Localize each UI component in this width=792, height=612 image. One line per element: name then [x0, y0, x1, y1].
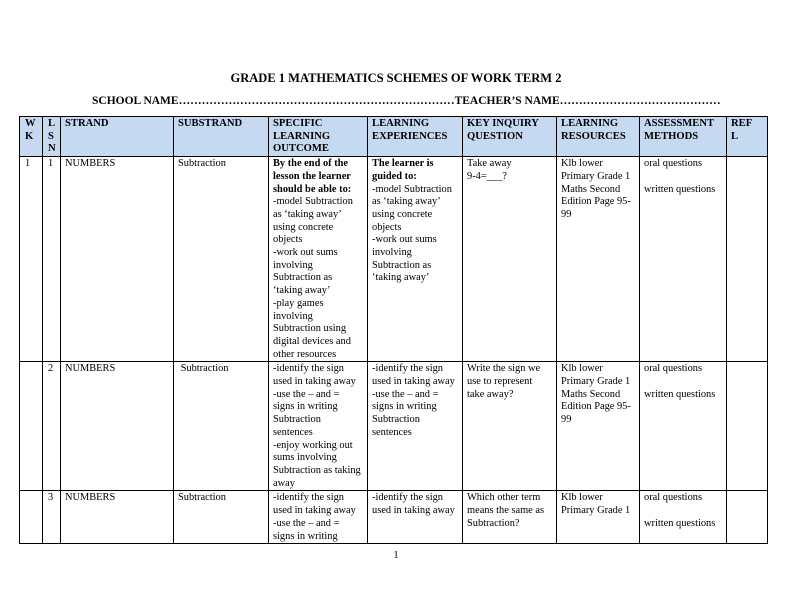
header-substrand: SUBSTRAND: [174, 117, 269, 157]
cell-lesson: 2: [43, 362, 61, 491]
cell-strand: NUMBERS: [61, 157, 174, 362]
cell-learning-outcome: -identify the sign used in taking away -use the – and = signs in writing: [269, 491, 368, 544]
cell-week: 1: [20, 157, 43, 362]
school-teacher-line: SCHOOL NAME………………………………………………………………TEACHER’S NAME……………………………………: [92, 95, 721, 107]
cell-reflection: [727, 491, 768, 544]
cell-learning-experiences: -identify the sign used in taking away -use the – and = signs in writing Subtraction sentences: [368, 362, 463, 491]
cell-strand: NUMBERS: [61, 491, 174, 544]
table-row: [20, 157, 768, 362]
cell-key-inquiry: Which other term means the same as Subtraction?: [463, 491, 557, 544]
cell-learning-outcome: -identify the sign used in taking away -use the – and = signs in writing Subtraction sentences -enjoy working out sums involving Subtraction as taking away: [269, 362, 368, 491]
cell-key-inquiry: Write the sign we use to represent take away?: [463, 362, 557, 491]
experiences-lead: The learner is guided to:: [372, 158, 434, 182]
cell-lesson: 1: [43, 157, 61, 362]
table-row: [20, 491, 768, 544]
header-assessment-methods: ASSESSMENT METHODS: [640, 117, 727, 157]
page-number: 1: [393, 550, 399, 561]
header-learning-resources: LEARNING RESOURCES: [557, 117, 640, 157]
outcome-lead: By the end of the lesson the learner should be able to:: [273, 158, 352, 195]
cell-learning-resources: Klb lower Primary Grade 1 Maths Second Edition Page 95-99: [557, 157, 640, 362]
cell-learning-resources: Klb lower Primary Grade 1 Maths Second Edition Page 95-99: [557, 362, 640, 491]
header-reflection: REF L: [727, 117, 768, 157]
cell-reflection: [727, 157, 768, 362]
cell-week: [20, 362, 43, 491]
header-strand: STRAND: [61, 117, 174, 157]
cell-learning-experiences: [368, 157, 463, 362]
experiences-text: -model Subtraction as ‘taking away’ using concrete objects -work out sums involving Subtraction as ‘taking away’: [372, 183, 452, 284]
header-week: W K: [20, 117, 43, 157]
cell-assessment-methods: oral questions written questions: [640, 491, 727, 544]
cell-assessment-methods: oral questions written questions: [640, 157, 727, 362]
cell-substrand: Subtraction: [174, 157, 269, 362]
cell-key-inquiry: Take away 9-4=___?: [463, 157, 557, 362]
header-learning-experiences: LEARNING EXPERIENCES: [368, 117, 463, 157]
outcome-text: -model Subtraction as ‘taking away’ using concrete objects -work out sums involving Subtraction as ‘taking away’ -play games involving Subtraction using digital devices and other resources: [273, 196, 353, 360]
cell-learning-resources: Klb lower Primary Grade 1: [557, 491, 640, 544]
header-row: [20, 117, 768, 157]
cell-substrand: Subtraction: [174, 362, 269, 491]
cell-learning-outcome: [269, 157, 368, 362]
table-row: [20, 362, 768, 491]
schemes-of-work-table: [19, 116, 768, 544]
cell-week: [20, 491, 43, 544]
cell-substrand: Subtraction: [174, 491, 269, 544]
cell-learning-experiences: -identify the sign used in taking away: [368, 491, 463, 544]
cell-lesson: 3: [43, 491, 61, 544]
cell-reflection: [727, 362, 768, 491]
cell-strand: NUMBERS: [61, 362, 174, 491]
header-learning-outcome: SPECIFIC LEARNING OUTCOME: [269, 117, 368, 157]
header-lesson: L S N: [43, 117, 61, 157]
cell-assessment-methods: oral questions written questions: [640, 362, 727, 491]
document-title: GRADE 1 MATHEMATICS SCHEMES OF WORK TERM 2: [230, 71, 562, 85]
header-key-inquiry: KEY INQUIRY QUESTION: [463, 117, 557, 157]
